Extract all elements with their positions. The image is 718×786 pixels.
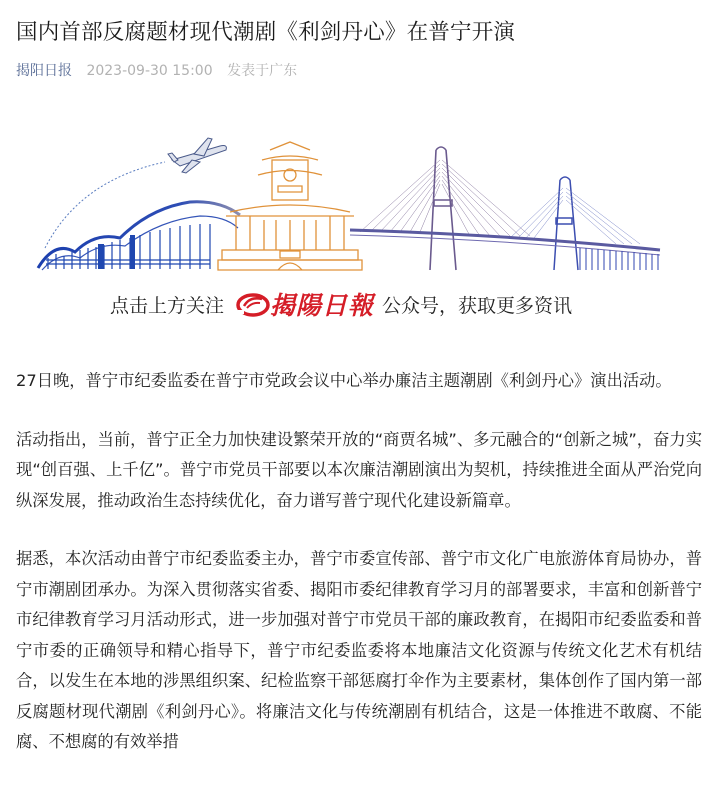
publish-time: 2023-09-30 15:00 (86, 63, 213, 79)
airplane-icon (168, 138, 226, 173)
article-meta (16, 61, 297, 81)
follow-caption (110, 288, 572, 320)
jieyang-daily-logo (236, 286, 374, 322)
author-link[interactable]: 揭阳日报 (16, 63, 72, 79)
article-body (16, 366, 702, 786)
logo-swirl-icon (236, 290, 270, 318)
logo-text: 揭陽日報 (270, 291, 375, 320)
pavilion-illustration (218, 142, 362, 270)
article-title: 国内首部反腐题材现代潮剧《利剑丹心》在普宁开演 (16, 20, 516, 45)
publish-location: 发表于广东 (227, 63, 298, 79)
caption-after: 公众号，获取更多资讯 (382, 294, 573, 317)
city-skyline-illustration (0, 120, 718, 285)
paragraph: 27日晚，普宁市纪委监委在普宁市党政会议中心举办廉洁主题潮剧《利剑丹心》演出活动。 (16, 371, 672, 390)
caption-before: 点击上方关注 (110, 294, 225, 317)
paragraph: 活动指出，当前，普宁正全力加快建设繁荣开放的“商贾名城”、多元融合的“创新之城”，奋力实现“创百强、上千亿”。普宁市党员干部要以本次廉洁潮剧演出为契机，持续推进全面从严治党向纵深发展，推动政治生态持续优化，奋力谱写普宁现代化建设新篇章。 (16, 429, 702, 510)
paragraph: 据悉，本次活动由普宁市纪委监委主办，普宁市委宣传部、普宁市文化广电旅游体育局协办，普宁市潮剧团承办。为深入贯彻落实省委、揭阳市委纪律教育学习月的部署要求，丰富和创新普宁市纪律教育学习月活动形式，进一步加强对普宁市党员干部的廉政教育，在揭阳市纪委监委和普宁市委的正确领导和精心指导下，普宁市纪委监委将本地廉洁文化资源与传统文化艺术有机结合，以发生在本地的涉黑组织案、纪检监察干部惩腐打伞作为主要素材，集体创作了国内第一部反腐题材现代潮剧《利剑丹心》。将廉洁文化与传统潮剧有机结合，这是一体推进不敢腐、不能腐、不想腐的有效举措 (16, 549, 702, 751)
